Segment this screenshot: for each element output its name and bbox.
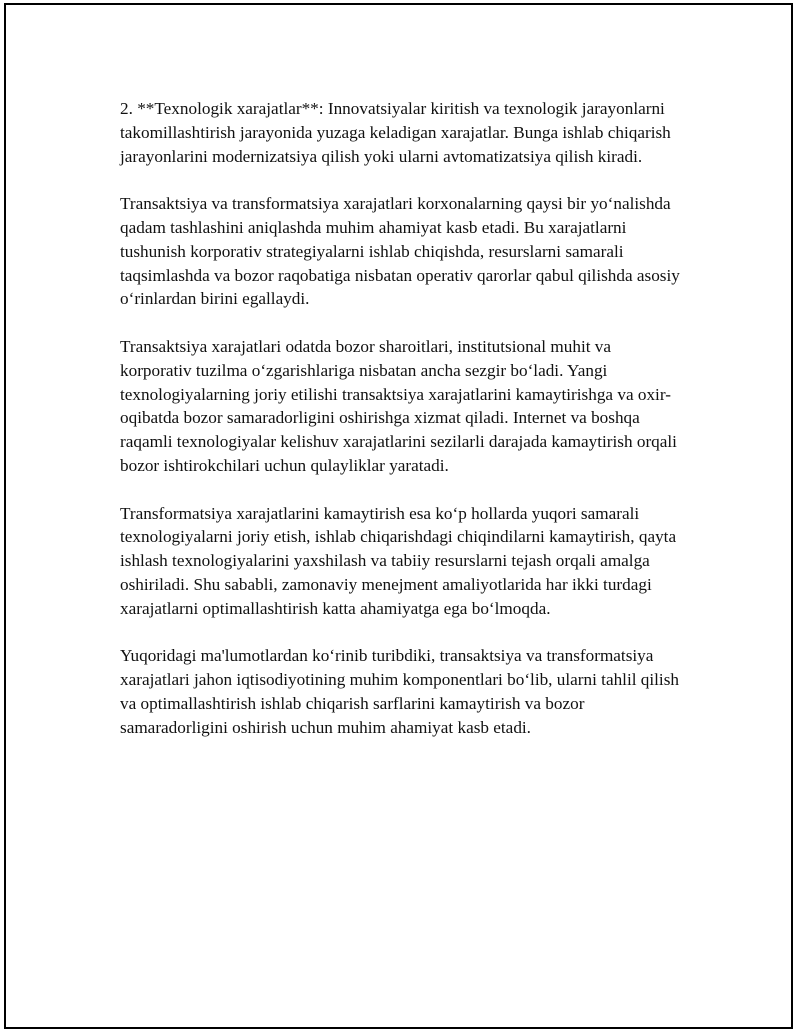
paragraph-1: 2. **Texnologik xarajatlar**: Innovatsiyalar kiritish va texnologik jarayonlarni takomillashtirish jarayonida yuzaga keladigan xarajatlar. Bunga ishlab chiqarish jarayonlarini modernizatsiya qilish yoki ularni avtomatizatsiya qilish kiradi.	[120, 99, 671, 166]
paragraph-5: Yuqoridagi ma'lumotlardan ko‘rinib turibdiki, transaktsiya va transformatsiya xarajatlari jahon iqtisodiyotining muhim komponentlari bo‘lib, ularni tahlil qilish va optimallashtirish ishlab chiqarish sarflarini kamaytirish va bozor samaradorligini oshirish uchun muhim ahamiyat kasb etadi.	[120, 646, 679, 737]
paragraph-4: Transformatsiya xarajatlarini kamaytirish esa ko‘p hollarda yuqori samarali texnologiyalarni joriy etish, ishlab chiqarishdagi chiqindilarni kamaytirish, qayta ishlash texnologiyalarini yaxshilash va tabiiy resurslarni tejash orqali amalga oshiriladi. Shu sababli, zamonaviy menejment amaliyotlarida har ikki turdagi xarajatlarni optimallashtirish katta ahamiyatga ega bo‘lmoqda.	[120, 503, 677, 618]
document-body	[120, 97, 680, 763]
document-page	[4, 3, 793, 1029]
paragraph-3: Transaktsiya xarajatlari odatda bozor sharoitlari, institutsional muhit va korporativ tuzilma o‘zgarishlariga nisbatan ancha sezgir bo‘ladi. Yangi texnologiyalarning joriy etilishi transaktsiya xarajatlarini kamaytirishga va oxir-oqibatda bozor samaradorligini oshirishga xizmat qiladi. Internet va boshqa raqamli texnologiyalar kelishuv xarajatlarini sezilarli darajada kamaytirish orqali bozor ishtirokchilari uchun qulayliklar yaratadi.	[120, 336, 677, 475]
paragraph-2: Transaktsiya va transformatsiya xarajatlari korxonalarning qaysi bir yo‘nalishda qadam tashlashini aniqlashda muhim ahamiyat kasb etadi. Bu xarajatlarni tushunish korporativ strategiyalarni ishlab chiqishda, resurslarni samarali taqsimlashda va bozor raqobatiga nisbatan operativ qarorlar qabul qilishda asosiy o‘rinlardan birini egallaydi.	[120, 194, 680, 309]
